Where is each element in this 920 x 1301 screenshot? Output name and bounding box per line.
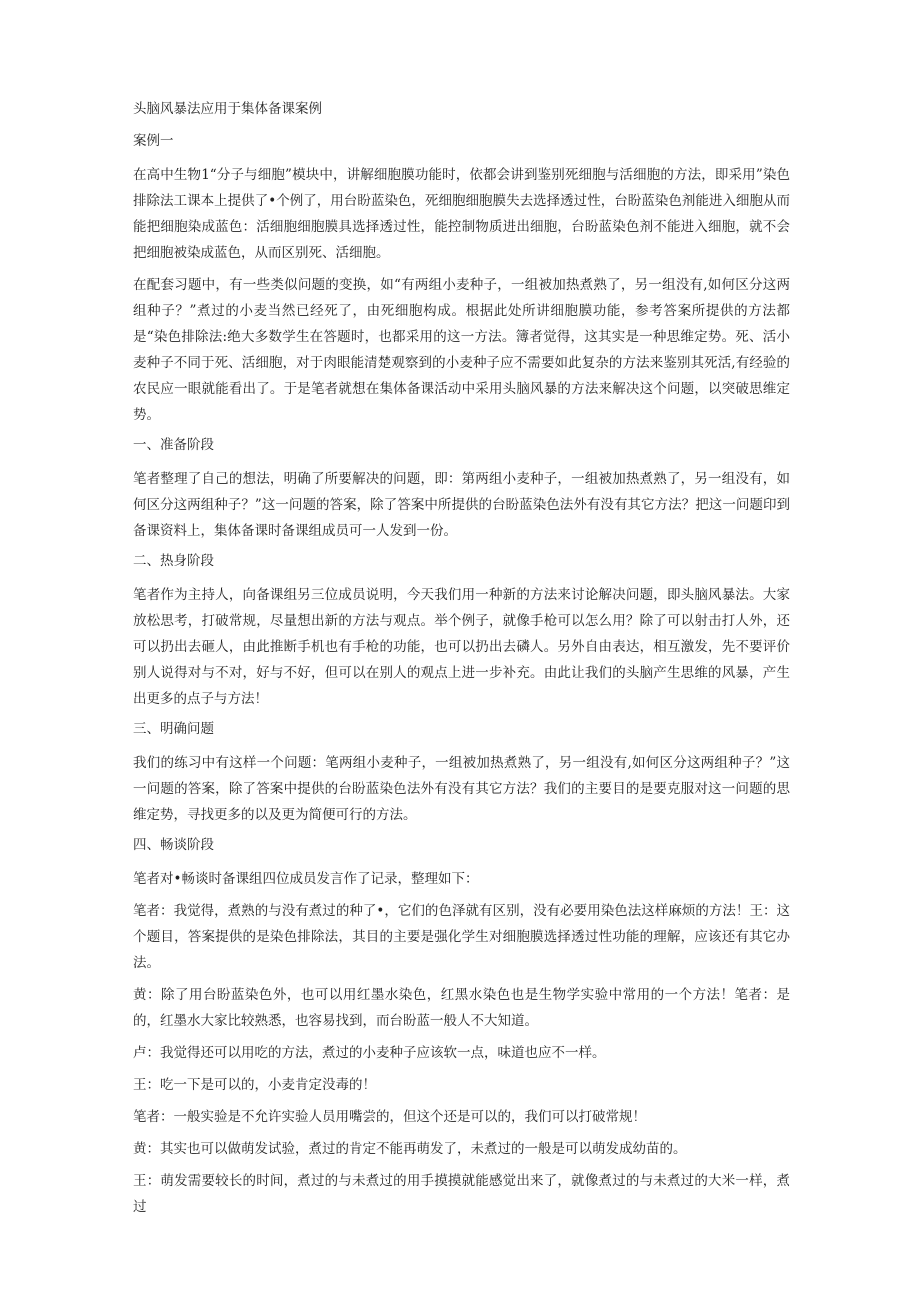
paragraph: 在高中生物1“分子与细胞”模块中，讲解细胞膜功能时，依都会讲到鉴别死细胞与活细胞的方法，即采用”染色排除法工课本上提供了•个例了，用台盼蓝染色，死细胞细胞膜失去选择透过性，台盼蓝染色剂能进入细胞从而能把细胞染成蓝色：活细胞细胞膜具选择透过性，能控制物质进出细胞，台盼蓝染色剂不能进入细胞，就不会把细胞被染成蓝色，从而区别死、活细胞。 (133, 167, 790, 261)
paragraph: 在配套习题中，有一些类似问题的变换，如“有两组小麦种子，一组被加热煮熟了，另一组没有,如何区分这两组种子？”煮过的小麦当然已经死了，由死细胞构成。根据此处所讲细胞膜功能，参考答案所提供的方法都是“染色排除法:绝大多数学生在答题时，也都采用的这一方法。簿者觉得，这其实是一种思维定势。死、活小麦种子不同于死、活细胞，对于肉眼能清楚观察到的小麦种子应不需要如此复杂的方法来鉴别其死活,有经验的农民应一眼就能看出了。于是笔者就想在集体备课活动中采用头脑风暴的方法来解决这个问题，以突破思维定势。 (133, 277, 790, 423)
section-heading: 四、畅谈阶段 (133, 837, 214, 853)
paragraph: 笔者作为主持人，向备课组另三位成员说明，今天我们用一种新的方法来讨论解决问题，即头脑风暴法。大家放松思考，打破常规，尽量想出新的方法与观点。举个例子，就像手枪可以怎么用？除了可以射击打人外，还可以扔出去砸人，由此推断手机也有手枪的功能，也可以扔出去磷人。另外自由表达，相互激发，先不要评价别人说得对与不对，好与不好，但可以在别人的观点上进一步补充。由此让我们的头脑产生思维的风暴，产生出更多的点子与方法！ (133, 587, 790, 707)
paragraph: 我们的练习中有这样一个问题：笔两组小麦种子，一组被加热煮熟了，另一组没有,如何区分这两组种子？”这一问题的答案，除了答案中提供的台盼蓝染色法外有没有其它方法？我们的主要目的是要克服对这一问题的思维定势，寻找更多的以及更为简便可行的方法。 (133, 755, 790, 823)
paragraph: 笔者：我觉得，煮熟的与没有煮过的种了•，它们的色泽就有区别，没有必要用染色法这样麻烦的方法！王：这个题目，答案提供的是染色排除法，其目的主要是强化学生对细胞膜选择透过性功能的理解，应该还有其它办法。 (133, 903, 790, 971)
paragraph: 王：吃一下是可以的，小麦肯定没毒的！ (133, 1077, 376, 1093)
paragraph: 笔者对•畅谈时备课组四位成员发言作了记录，整理如下： (133, 871, 479, 887)
case-label: 案例一 (133, 133, 174, 149)
paragraph: 笔者整理了自己的想法，明确了所要解决的问题，即：第两组小麦种子，一组被加热煮熟了，另一组没有，如何区分这两组种子？”这一问题的答案，除了答案中所提供的台盼蓝染色法外有没有其它方法？把这一问题印到备课资料上，集体备课时备课组成员可一人发到一份。 (133, 471, 790, 539)
document-page (133, 98, 790, 1226)
paragraph: 黄：其实也可以做萌发试验，煮过的肯定不能再萌发了，未煮过的一般是可以萌发成幼苗的。 (133, 1141, 687, 1157)
document-title: 头脑风暴法应用于集体备课案例 (133, 101, 322, 117)
paragraph: 笔者：一般实验是不允许实验人员用嘴尝的，但这个还是可以的，我们可以打破常规！ (133, 1109, 646, 1125)
paragraph: 黄：除了用台盼蓝染色外，也可以用红墨水染色，红黑水染色也是生物学实验中常用的一个方法！笔者：是的，红墨水大家比较熟悉，也容易找到，而台盼蓝一般人不大知道。 (133, 987, 790, 1029)
paragraph: 卢：我觉得还可以用吃的方法，煮过的小麦种子应该软一点，味道也应不一样。 (133, 1045, 606, 1061)
section-heading: 三、明确问题 (133, 721, 214, 737)
section-heading: 二、热身阶段 (133, 553, 214, 569)
section-heading: 一、准备阶段 (133, 437, 214, 453)
paragraph: 王：萌发需要较长的时间，煮过的与未煮过的用手摸摸就能感觉出来了，就像煮过的与未煮过的大米一样，煮过 (133, 1173, 790, 1215)
